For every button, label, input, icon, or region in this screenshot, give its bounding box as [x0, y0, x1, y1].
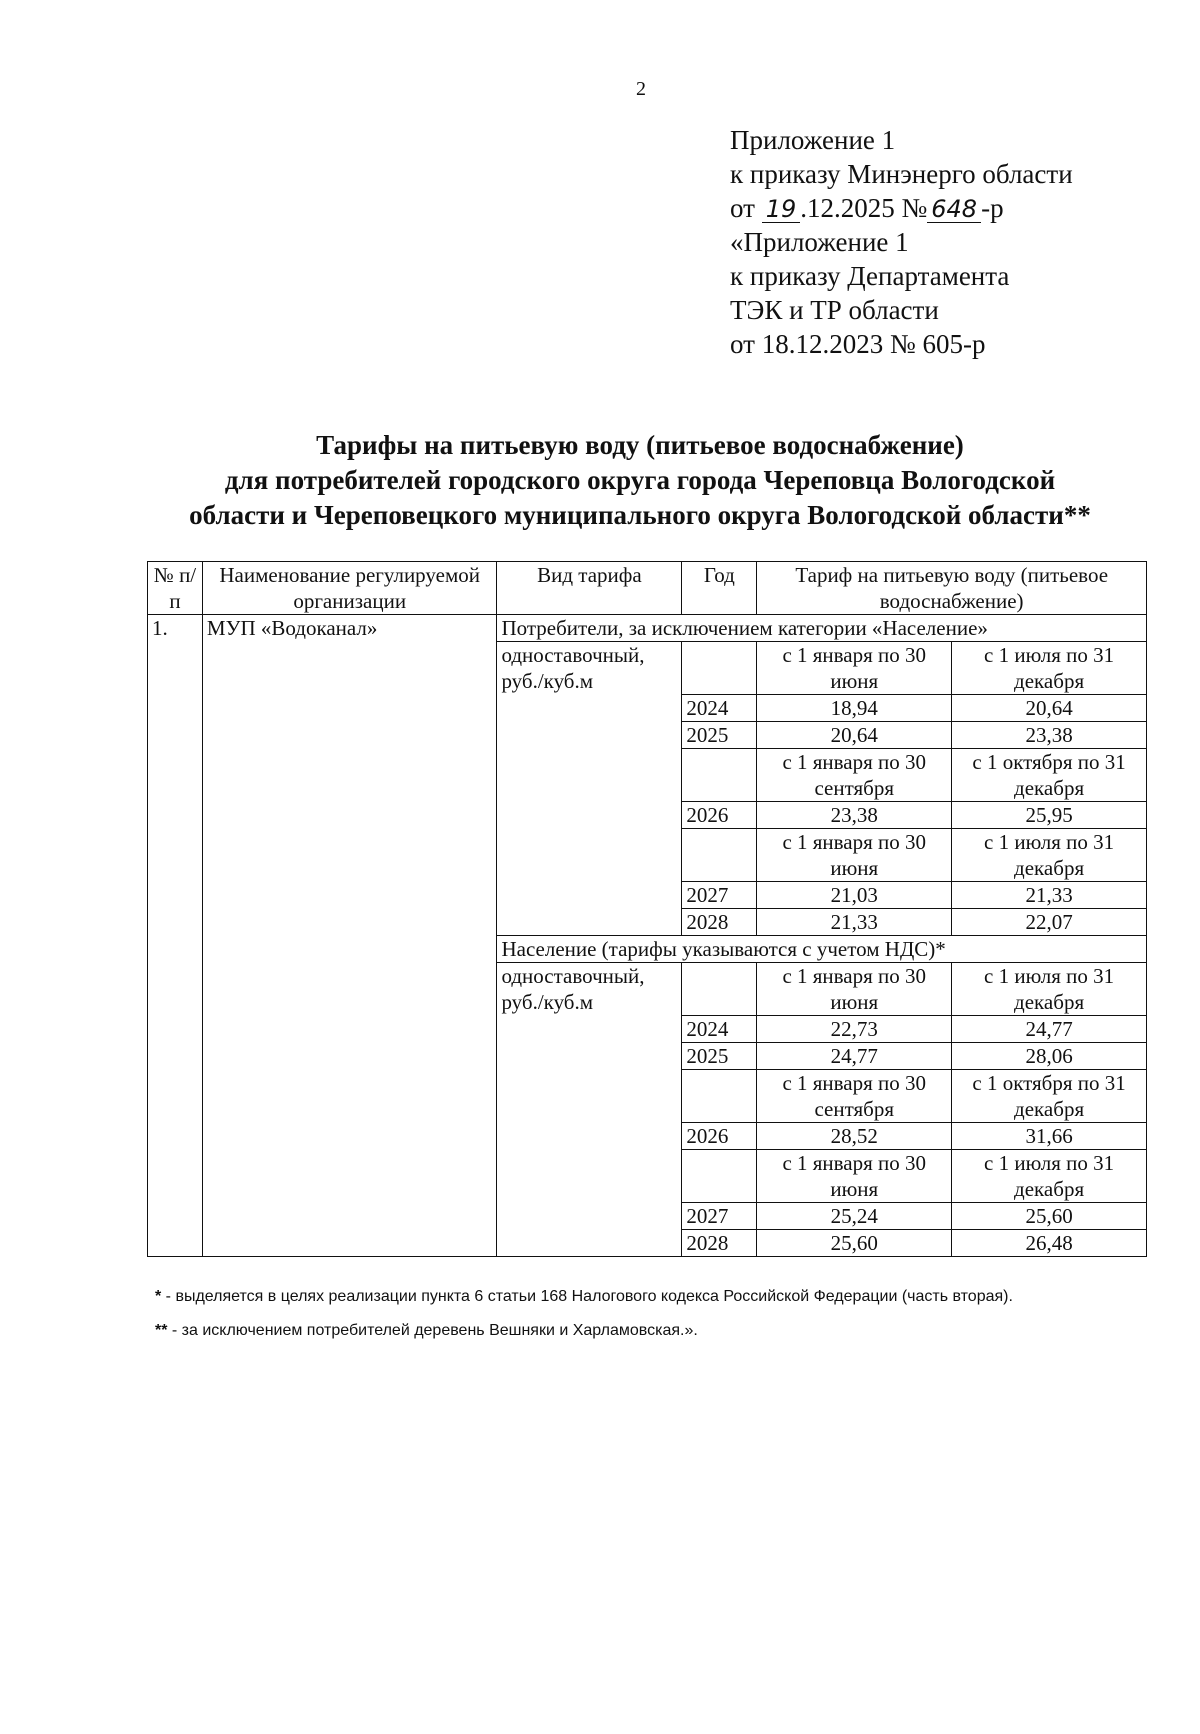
- document-title: [100, 428, 1180, 533]
- year-cell: 2026: [682, 802, 757, 829]
- handwritten-order-number: 648: [927, 196, 981, 223]
- period-second: с 1 июля по 31 декабря: [952, 642, 1147, 695]
- appendix-line-5: к приказу Департамента: [730, 261, 1010, 291]
- footnote-2: [155, 1321, 1013, 1341]
- category-row: [148, 615, 1147, 642]
- year-cell-empty: [682, 1070, 757, 1123]
- footnote-mark: **: [155, 1322, 168, 1339]
- period-second: с 1 октября по 31 декабря: [952, 1070, 1147, 1123]
- period-second: с 1 июля по 31 декабря: [952, 1150, 1147, 1203]
- tariff-value-first: 25,60: [757, 1230, 952, 1257]
- page-number: 2: [636, 78, 646, 100]
- year-cell-empty: [682, 1150, 757, 1203]
- period-second: с 1 октября по 31 декабря: [952, 749, 1147, 802]
- year-cell: 2028: [682, 909, 757, 936]
- appendix-order-suffix: -р: [981, 193, 1004, 223]
- year-cell: 2028: [682, 1230, 757, 1257]
- header-num: № п/п: [148, 562, 203, 615]
- tariff-value-second: 24,77: [952, 1016, 1147, 1043]
- period-second: с 1 июля по 31 декабря: [952, 963, 1147, 1016]
- appendix-line-2: к приказу Минэнерго области: [730, 159, 1073, 189]
- tariff-table: [147, 561, 1147, 1257]
- appendix-line-7: от 18.12.2023 № 605-р: [730, 329, 986, 359]
- tariff-value-first: 21,03: [757, 882, 952, 909]
- handwritten-day: 19: [762, 196, 801, 223]
- footnote-1: [155, 1287, 1013, 1307]
- period-first: с 1 января по 30 сентября: [757, 1070, 952, 1123]
- header-organization: Наименование регулируемой организации: [202, 562, 497, 615]
- tariff-value-second: 23,38: [952, 722, 1147, 749]
- period-second: с 1 июля по 31 декабря: [952, 829, 1147, 882]
- tariff-type-label: одноставочный, руб./куб.м: [497, 963, 682, 1257]
- appendix-line-6: ТЭК и ТР области: [730, 295, 939, 325]
- period-first: с 1 января по 30 июня: [757, 1150, 952, 1203]
- tariff-value-first: 20,64: [757, 722, 952, 749]
- year-cell: 2025: [682, 1043, 757, 1070]
- appendix-line-4: «Приложение 1: [730, 227, 909, 257]
- tariff-value-second: 22,07: [952, 909, 1147, 936]
- tariff-value-second: 26,48: [952, 1230, 1147, 1257]
- period-first: с 1 января по 30 сентября: [757, 749, 952, 802]
- tariff-value-first: 22,73: [757, 1016, 952, 1043]
- year-cell-empty: [682, 749, 757, 802]
- tariff-value-first: 28,52: [757, 1123, 952, 1150]
- header-tariff-type: Вид тарифа: [497, 562, 682, 615]
- header-tariff: Тариф на питьевую воду (питьевое водоснабжение): [757, 562, 1147, 615]
- tariff-value-second: 21,33: [952, 882, 1147, 909]
- title-line-1: Тарифы на питьевую воду (питьевое водоснабжение): [316, 430, 964, 460]
- tariff-value-first: 24,77: [757, 1043, 952, 1070]
- tariff-value-second: 28,06: [952, 1043, 1147, 1070]
- year-cell-empty: [682, 642, 757, 695]
- appendix-line-1: Приложение 1: [730, 125, 896, 155]
- title-line-3: области и Череповецкого муниципального округа Вологодской области**: [189, 500, 1091, 530]
- tariff-value-second: 25,95: [952, 802, 1147, 829]
- appendix-line-3: [730, 191, 1073, 225]
- footnote-mark: *: [155, 1288, 162, 1305]
- year-cell: 2026: [682, 1123, 757, 1150]
- year-cell-empty: [682, 963, 757, 1016]
- category-label: Потребители, за исключением категории «Население»: [497, 615, 1147, 642]
- tariff-value-second: 20,64: [952, 695, 1147, 722]
- tariff-value-second: 31,66: [952, 1123, 1147, 1150]
- period-first: с 1 января по 30 июня: [757, 963, 952, 1016]
- organization-name: МУП «Водоканал»: [202, 615, 497, 1257]
- title-line-2: для потребителей городского округа города Череповца Вологодской: [224, 465, 1056, 495]
- tariff-value-first: 23,38: [757, 802, 952, 829]
- footnote-text: - выделяется в целях реализации пункта 6 статьи 168 Налогового кодекса Российской Федерации (часть вторая).: [161, 1288, 1013, 1305]
- category-label: Население (тарифы указываются с учетом НДС)*: [497, 936, 1147, 963]
- footnote-text: - за исключением потребителей деревень Вешняки и Харламовская.».: [167, 1322, 698, 1339]
- year-cell: 2027: [682, 1203, 757, 1230]
- year-cell: 2027: [682, 882, 757, 909]
- year-cell: 2024: [682, 695, 757, 722]
- table-header-row: [148, 562, 1147, 615]
- row-number: 1.: [148, 615, 203, 1257]
- footnotes: [155, 1287, 1013, 1355]
- appendix-date-prefix: от: [730, 193, 755, 223]
- tariff-value-first: 21,33: [757, 909, 952, 936]
- period-first: с 1 января по 30 июня: [757, 642, 952, 695]
- period-first: с 1 января по 30 июня: [757, 829, 952, 882]
- tariff-value-first: 25,24: [757, 1203, 952, 1230]
- appendix-date-middle: .12.2025 №: [800, 193, 928, 223]
- tariff-value-first: 18,94: [757, 695, 952, 722]
- tariff-value-second: 25,60: [952, 1203, 1147, 1230]
- year-cell: 2024: [682, 1016, 757, 1043]
- year-cell: 2025: [682, 722, 757, 749]
- appendix-block: [730, 123, 1073, 361]
- tariff-type-label: одноставочный, руб./куб.м: [497, 642, 682, 936]
- year-cell-empty: [682, 829, 757, 882]
- header-year: Год: [682, 562, 757, 615]
